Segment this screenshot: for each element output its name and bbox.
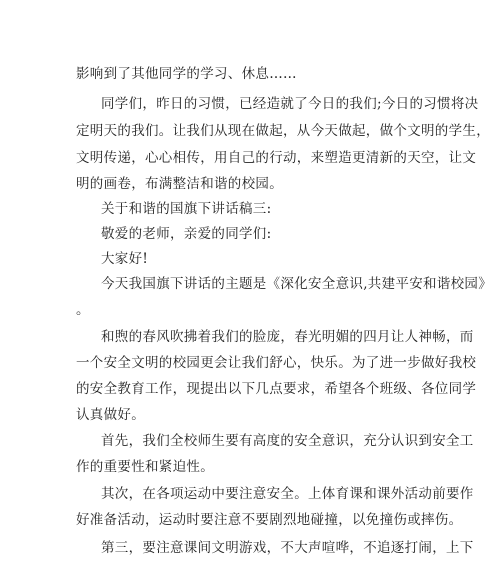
text-line: 同学们，昨日的习惯，已经造就了今日的我们;今日的习惯将决	[101, 96, 479, 112]
text-line: 文明传递，心心相传，用自己的行动，来塑造更清新的天空，让文	[76, 150, 477, 166]
text-line: 明的画卷，布满整洁和谐的校园。	[76, 176, 283, 192]
text-line: 。	[76, 302, 90, 318]
text-line: 影响到了其他同学的学习、休息……	[76, 66, 297, 82]
text-line: 首先，我们全校师生要有高度的安全意识，充分认识到安全工	[101, 433, 474, 449]
text-line: 的安全教育工作，现提出以下几点要求，希望各个班级、各位同学	[76, 381, 477, 397]
text-line: 其次，在各项运动中要注意安全。上体育课和课外活动前要作	[101, 486, 474, 502]
text-line: 大家好!	[101, 251, 149, 267]
text-line: 今天我国旗下讲话的主题是《深化安全意识,共建平安和谐校园》	[101, 276, 492, 292]
text-line: 作的重要性和紧迫性。	[76, 459, 214, 475]
text-line: 一个安全文明的校园更会让我们舒心，快乐。为了进一步做好我校	[76, 355, 477, 371]
text-line: 定明天的我们。让我们从现在做起，从今天做起，做个文明的学生，	[76, 123, 490, 139]
text-line: 好准备活动，运动时要注意不要剧烈地碰撞，以免撞伤或摔伤。	[76, 512, 463, 528]
text-line: 第三，要注意课间文明游戏，不大声喧哗，不追逐打闹，上下	[101, 540, 474, 556]
text-line: 关于和谐的国旗下讲话稿三:	[101, 201, 272, 217]
text-line: 认真做好。	[76, 407, 145, 423]
text-line: 敬爱的老师，亲爱的同学们:	[101, 226, 272, 242]
text-line: 和煦的春风吹拂着我们的脸庞，春光明媚的四月让人神畅，而	[101, 329, 474, 345]
